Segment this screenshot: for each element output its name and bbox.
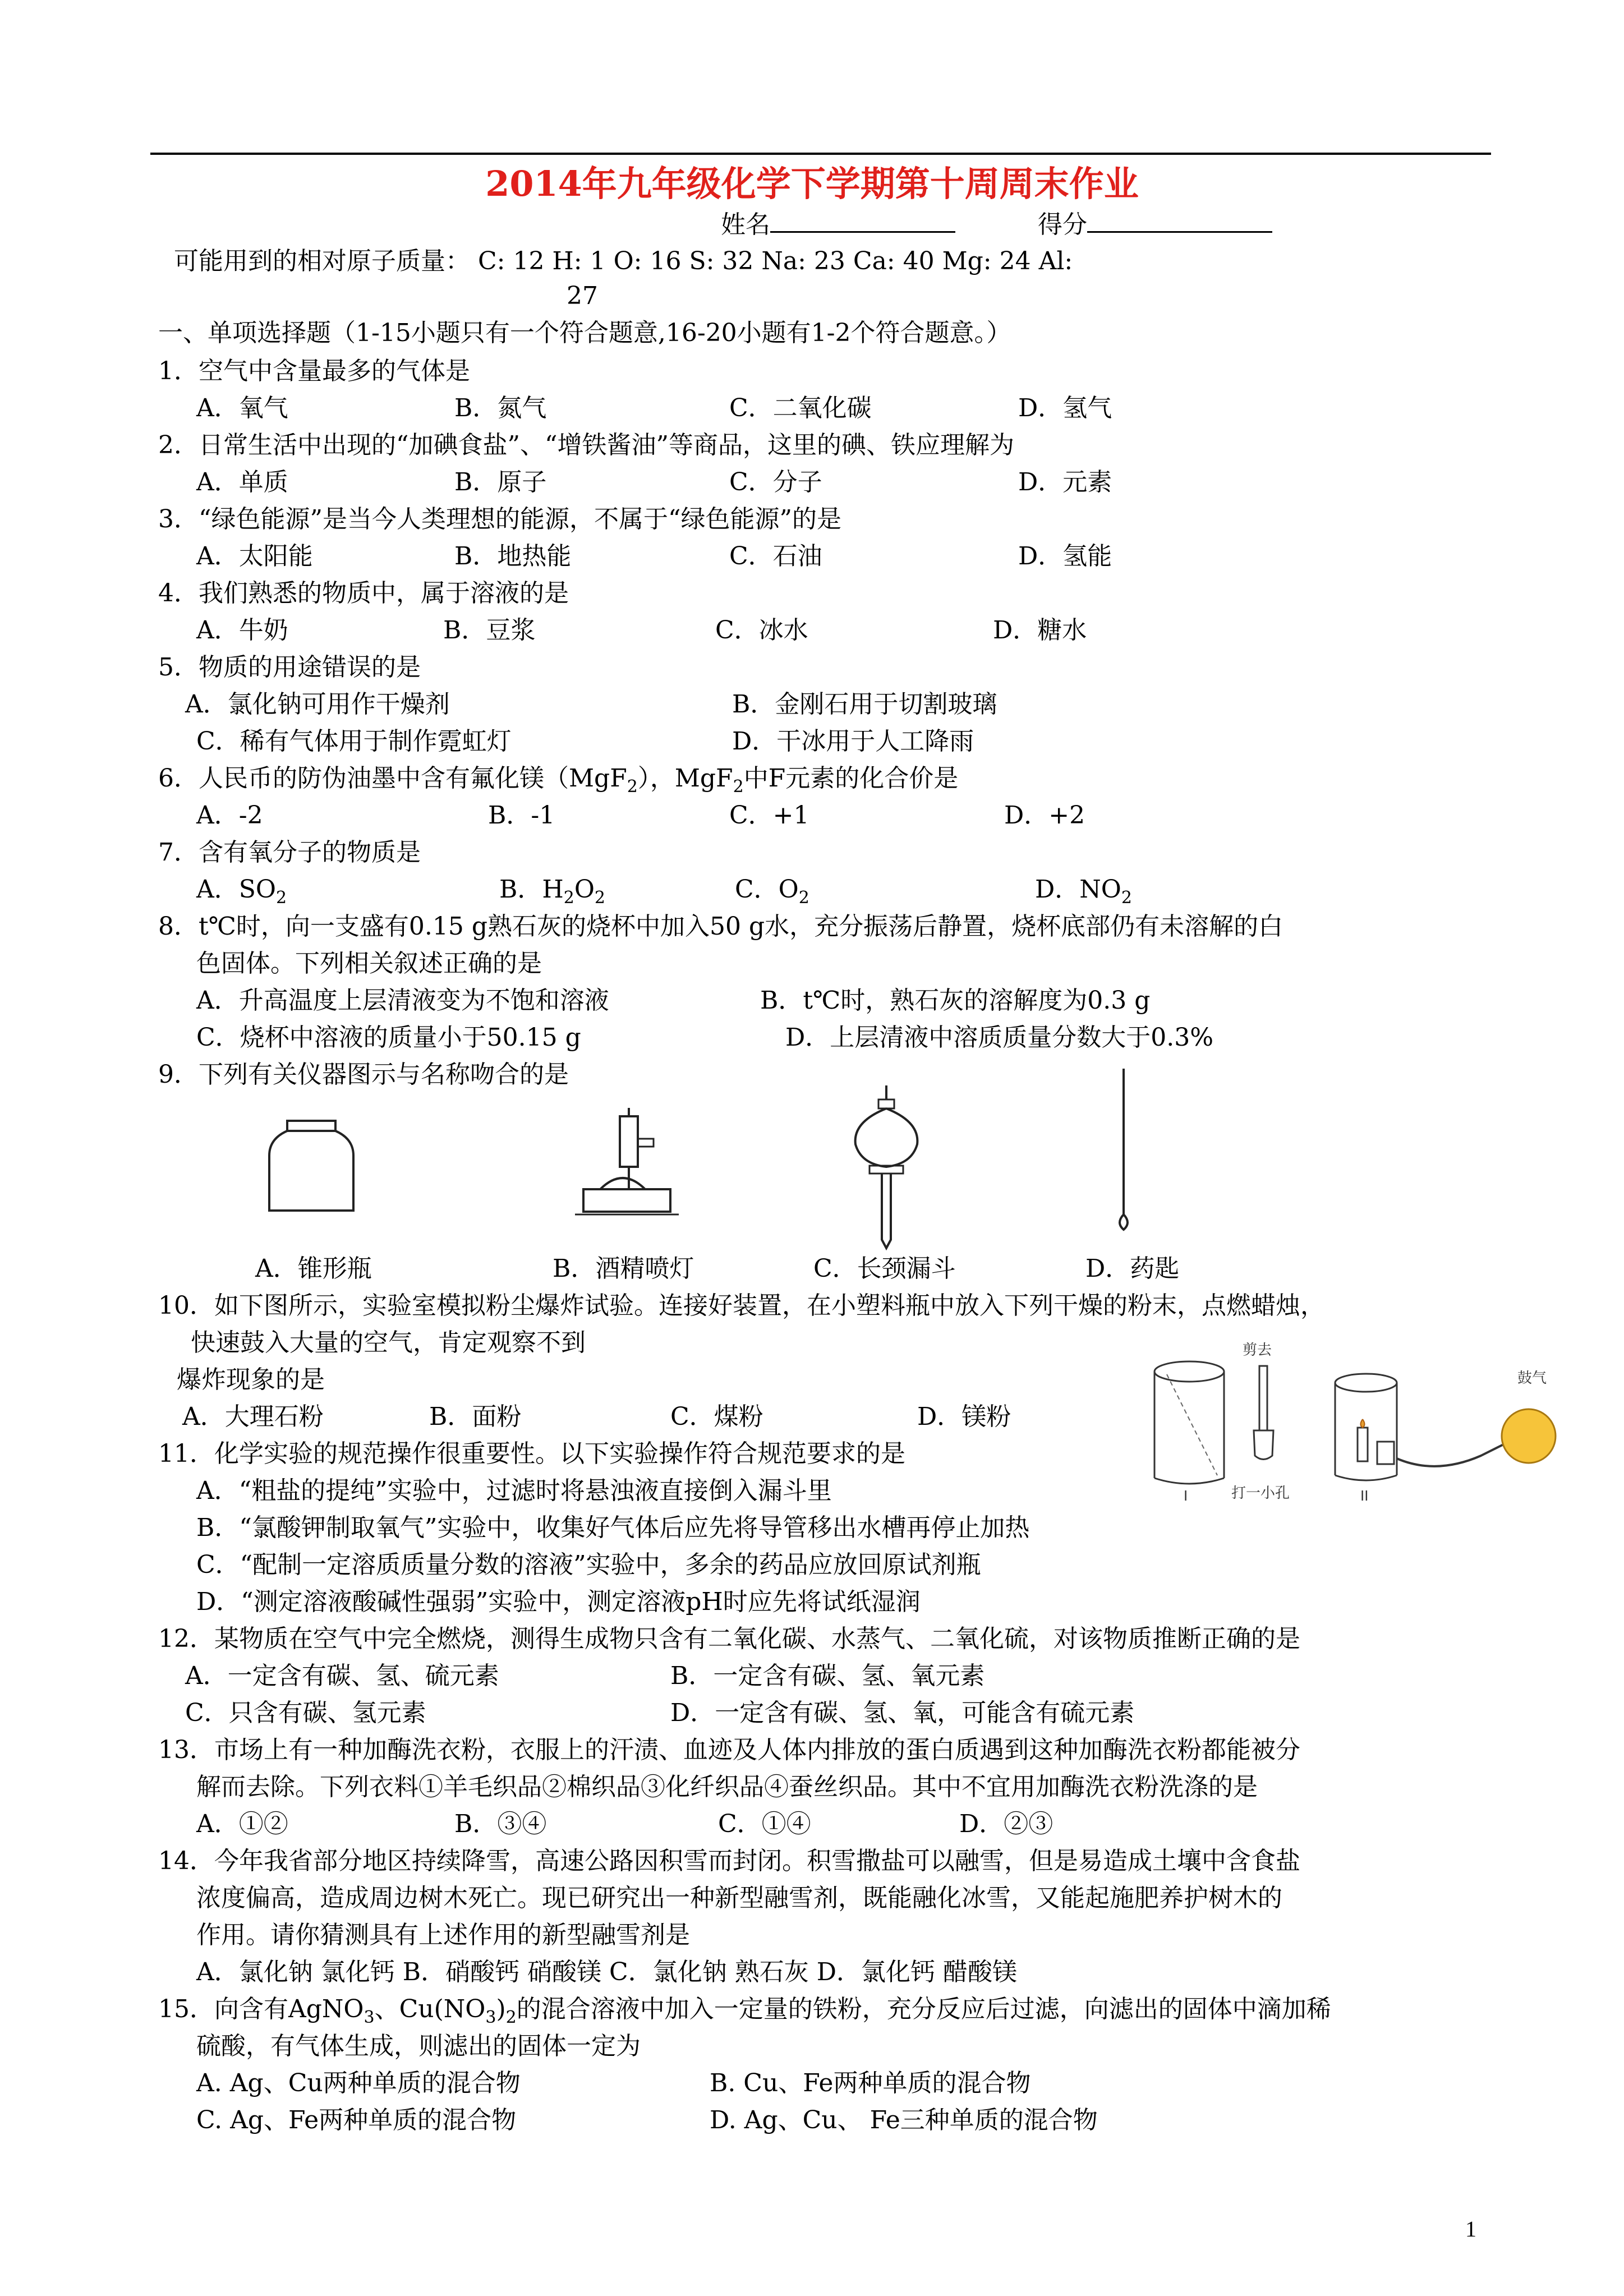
q10-stem-line1: 10．如下图所示，实验室模拟粉尘爆炸试验。连接好装置，在小塑料瓶中放入下列干燥的粉末，点燃蜡烛， <box>158 1291 1325 1320</box>
fig-label-hole: 打一小孔 <box>1231 1485 1290 1502</box>
q5-option-c: C．稀有气体用于制作霓虹灯 <box>196 727 512 756</box>
q7-stem: 7．含有氧分子的物质是 <box>158 838 421 867</box>
q9-option-d: D．药匙 <box>1085 1254 1180 1283</box>
q12-option-d: D．一定含有碳、氢、氧，可能含有硫元素 <box>670 1699 1135 1727</box>
fig-label-cut: 剪去 <box>1243 1342 1272 1359</box>
q12-option-b: B．一定含有碳、氢、氧元素 <box>670 1662 985 1690</box>
q14-stem-line3: 作用。请你猜测具有上述作用的新型融雪剂是 <box>196 1921 690 1949</box>
bottle-figure <box>264 1116 359 1217</box>
q10-option-c: C．煤粉 <box>670 1402 763 1431</box>
top-rule <box>150 153 1491 155</box>
q9-option-b: B．酒精喷灯 <box>553 1254 694 1283</box>
q15-stem-line2: 硫酸，有气体生成，则滤出的固体一定为 <box>196 2032 641 2060</box>
q11-stem: 11．化学实验的规范操作很重要性。以下实验操作符合规范要求的是 <box>158 1439 905 1468</box>
q15-option-c: C. Ag、Fe两种单质的混合物 <box>196 2106 517 2134</box>
q8-stem-line2: 色固体。下列相关叙述正确的是 <box>196 949 542 978</box>
q15-option-a: A. Ag、Cu两种单质的混合物 <box>196 2069 521 2097</box>
q7-option-d: D．$NO_2$ <box>1035 875 1132 908</box>
q2-option-a: A．单质 <box>196 468 288 496</box>
q14-options: A．氯化钠 氯化钙 B．硝酸钙 硝酸镁 C．氯化钠 熟石灰 D．氯化钙 醋酸镁 <box>196 1958 1017 1986</box>
q15-option-d: D. Ag、Cu、 Fe三种单质的混合物 <box>710 2106 1098 2134</box>
name-label: 姓名 <box>721 210 770 239</box>
q13-option-c: C．①④ <box>718 1810 811 1838</box>
q8-option-a: A．升高温度上层清液变为不饱和溶液 <box>196 986 609 1015</box>
q9-option-a: A．锥形瓶 <box>255 1254 372 1283</box>
q10-option-b: B．面粉 <box>429 1402 522 1431</box>
q1-option-a: A．氧气 <box>196 394 288 422</box>
fig-label-ii: II <box>1360 1487 1369 1504</box>
name-field[interactable] <box>721 209 955 240</box>
q3-option-c: C．石油 <box>729 542 822 570</box>
q15-stem-line1: 15．向含有AgNO$_3$、$Cu(NO_3)_2$的混合溶液中加入一定量的铁粉，充分反应后过滤，向滤出的固体中滴加稀 <box>158 1995 1331 2027</box>
atomic-mass-cont: 27 <box>567 282 598 310</box>
q7-option-b: B．$H_2O_2$ <box>499 875 605 908</box>
q3-stem: 3．“绿色能源”是当今人类理想的能源，不属于“绿色能源”的是 <box>158 505 841 533</box>
q12-option-c: C．只含有碳、氢元素 <box>185 1699 426 1727</box>
q3-option-b: B．地热能 <box>454 542 572 570</box>
q9-option-c: C．长颈漏斗 <box>813 1254 956 1283</box>
q4-option-d: D．糖水 <box>993 616 1087 645</box>
q12-stem: 12．某物质在空气中完全燃烧，测得生成物只含有二氧化碳、水蒸气、二氧化硫，对该物质推断正确的是 <box>158 1625 1300 1653</box>
q13-stem-line1: 13．市场上有一种加酶洗衣粉，衣服上的汗渍、血迹及人体内排放的蛋白质遇到这种加酶洗衣粉都能被分 <box>158 1736 1300 1764</box>
q3-option-d: D．氢能 <box>1018 542 1112 570</box>
q11-option-c: C．“配制一定溶质质量分数的溶液”实验中，多余的药品应放回原试剂瓶 <box>196 1550 981 1579</box>
funnel-figure <box>841 1083 931 1251</box>
page-title: 2014年九年级化学下学期第十周周末作业 <box>485 163 1139 204</box>
atomic-mass-line: 可能用到的相对原子质量： C: 12 H: 1 O: 16 S: 32 Na: 23 Ca: 40 Mg: 24 Al: <box>174 247 1073 275</box>
fig-label-i: I <box>1184 1487 1188 1504</box>
q6-option-b: B．-1 <box>488 801 555 830</box>
q13-option-b: B．③④ <box>454 1810 547 1838</box>
q1-option-c: C．二氧化碳 <box>729 394 872 422</box>
dust-explosion-figure <box>1144 1335 1565 1520</box>
score-field[interactable] <box>1038 209 1272 240</box>
q1-option-b: B．氮气 <box>454 394 547 422</box>
q2-option-d: D．元素 <box>1018 468 1112 496</box>
q4-option-b: B．豆浆 <box>443 616 536 645</box>
section-heading: 一、单项选择题（1-15小题只有一个符合题意,16-20小题有1-2个符合题意。） <box>158 319 1011 347</box>
q6-option-d: D．+2 <box>1004 801 1085 830</box>
name-blank[interactable] <box>770 209 955 233</box>
q10-stem-line2: 快速鼓入大量的空气，肯定观察不到 <box>191 1328 586 1357</box>
q13-option-a: A．①② <box>196 1810 288 1838</box>
q5-option-d: D．干冰用于人工降雨 <box>732 727 974 756</box>
q9-stem: 9．下列有关仪器图示与名称吻合的是 <box>158 1060 569 1089</box>
q10-option-a: A．大理石粉 <box>182 1402 324 1431</box>
alcohol-lamp-figure <box>567 1105 684 1228</box>
q15-option-b: B. Cu、Fe两种单质的混合物 <box>710 2069 1031 2097</box>
q5-option-a: A．氯化钠可用作干燥剂 <box>185 690 450 719</box>
q8-option-c: C．烧杯中溶液的质量小于50.15 g <box>196 1023 581 1052</box>
q4-option-c: C．冰水 <box>715 616 808 645</box>
q8-stem-line1: 8．t℃时，向一支盛有0.15 g熟石灰的烧杯中加入50 g水，充分振荡后静置，烧杯底部仍有未溶解的白 <box>158 912 1283 941</box>
q6-option-a: A．-2 <box>196 801 263 830</box>
q8-option-d: D．上层清液中溶质质量分数大于0.3% <box>785 1023 1214 1052</box>
q2-option-b: B．原子 <box>454 468 547 496</box>
q6-stem: 6．人民币的防伪油墨中含有氟化镁（MgF$_2$），MgF$_2$中F元素的化合价是 <box>158 764 959 797</box>
q11-option-a: A．“粗盐的提纯”实验中，过滤时将悬浊液直接倒入漏斗里 <box>196 1476 832 1505</box>
spoon-figure <box>1108 1066 1142 1234</box>
q13-stem-line2: 解而去除。下列衣料①羊毛织品②棉织品③化纤织品④蚕丝织品。其中不宜用加酶洗衣粉洗涤的是 <box>196 1773 1258 1801</box>
q6-option-c: C．+1 <box>729 801 809 830</box>
q7-option-c: C．$O_2$ <box>735 875 809 908</box>
q7-option-a: A．$SO_2$ <box>196 875 287 908</box>
q14-stem-line2: 浓度偏高，造成周边树木死亡。现已研究出一种新型融雪剂，既能融化冰雪，又能起施肥养护树木的 <box>196 1884 1282 1912</box>
q3-option-a: A．太阳能 <box>196 542 313 570</box>
q4-stem: 4．我们熟悉的物质中，属于溶液的是 <box>158 579 569 608</box>
score-blank[interactable] <box>1087 209 1272 233</box>
q12-option-a: A．一定含有碳、氢、硫元素 <box>185 1662 499 1690</box>
q5-option-b: B．金刚石用于切割玻璃 <box>732 690 997 719</box>
q1-option-d: D．氢气 <box>1018 394 1112 422</box>
q14-stem-line1: 14．今年我省部分地区持续降雪，高速公路因积雪而封闭。积雪撒盐可以融雪，但是易造成土壤中含食盐 <box>158 1847 1300 1875</box>
q11-option-b: B．“氯酸钾制取氧气”实验中，收集好气体后应先将导管移出水槽再停止加热 <box>196 1513 1030 1542</box>
q10-stem-line3: 爆炸现象的是 <box>177 1365 325 1394</box>
q4-option-a: A．牛奶 <box>196 616 288 645</box>
q1-stem: 1．空气中含量最多的气体是 <box>158 357 470 385</box>
q11-option-d: D．“测定溶液酸碱性强弱”实验中，测定溶液pH时应先将试纸湿润 <box>196 1588 921 1616</box>
q5-stem: 5．物质的用途错误的是 <box>158 653 421 682</box>
q2-stem: 2．日常生活中出现的“加碘食盐”、“增铁酱油”等商品，这里的碘、铁应理解为 <box>158 431 1014 459</box>
page-number: 1 <box>1465 2216 1476 2242</box>
fig-label-air: 鼓气 <box>1517 1370 1547 1387</box>
score-label: 得分 <box>1038 210 1087 239</box>
q10-option-d: D．镁粉 <box>917 1402 1011 1431</box>
q8-option-b: B．t℃时，熟石灰的溶解度为0.3 g <box>760 986 1151 1015</box>
q2-option-c: C．分子 <box>729 468 822 496</box>
q13-option-d: D．②③ <box>959 1810 1053 1838</box>
